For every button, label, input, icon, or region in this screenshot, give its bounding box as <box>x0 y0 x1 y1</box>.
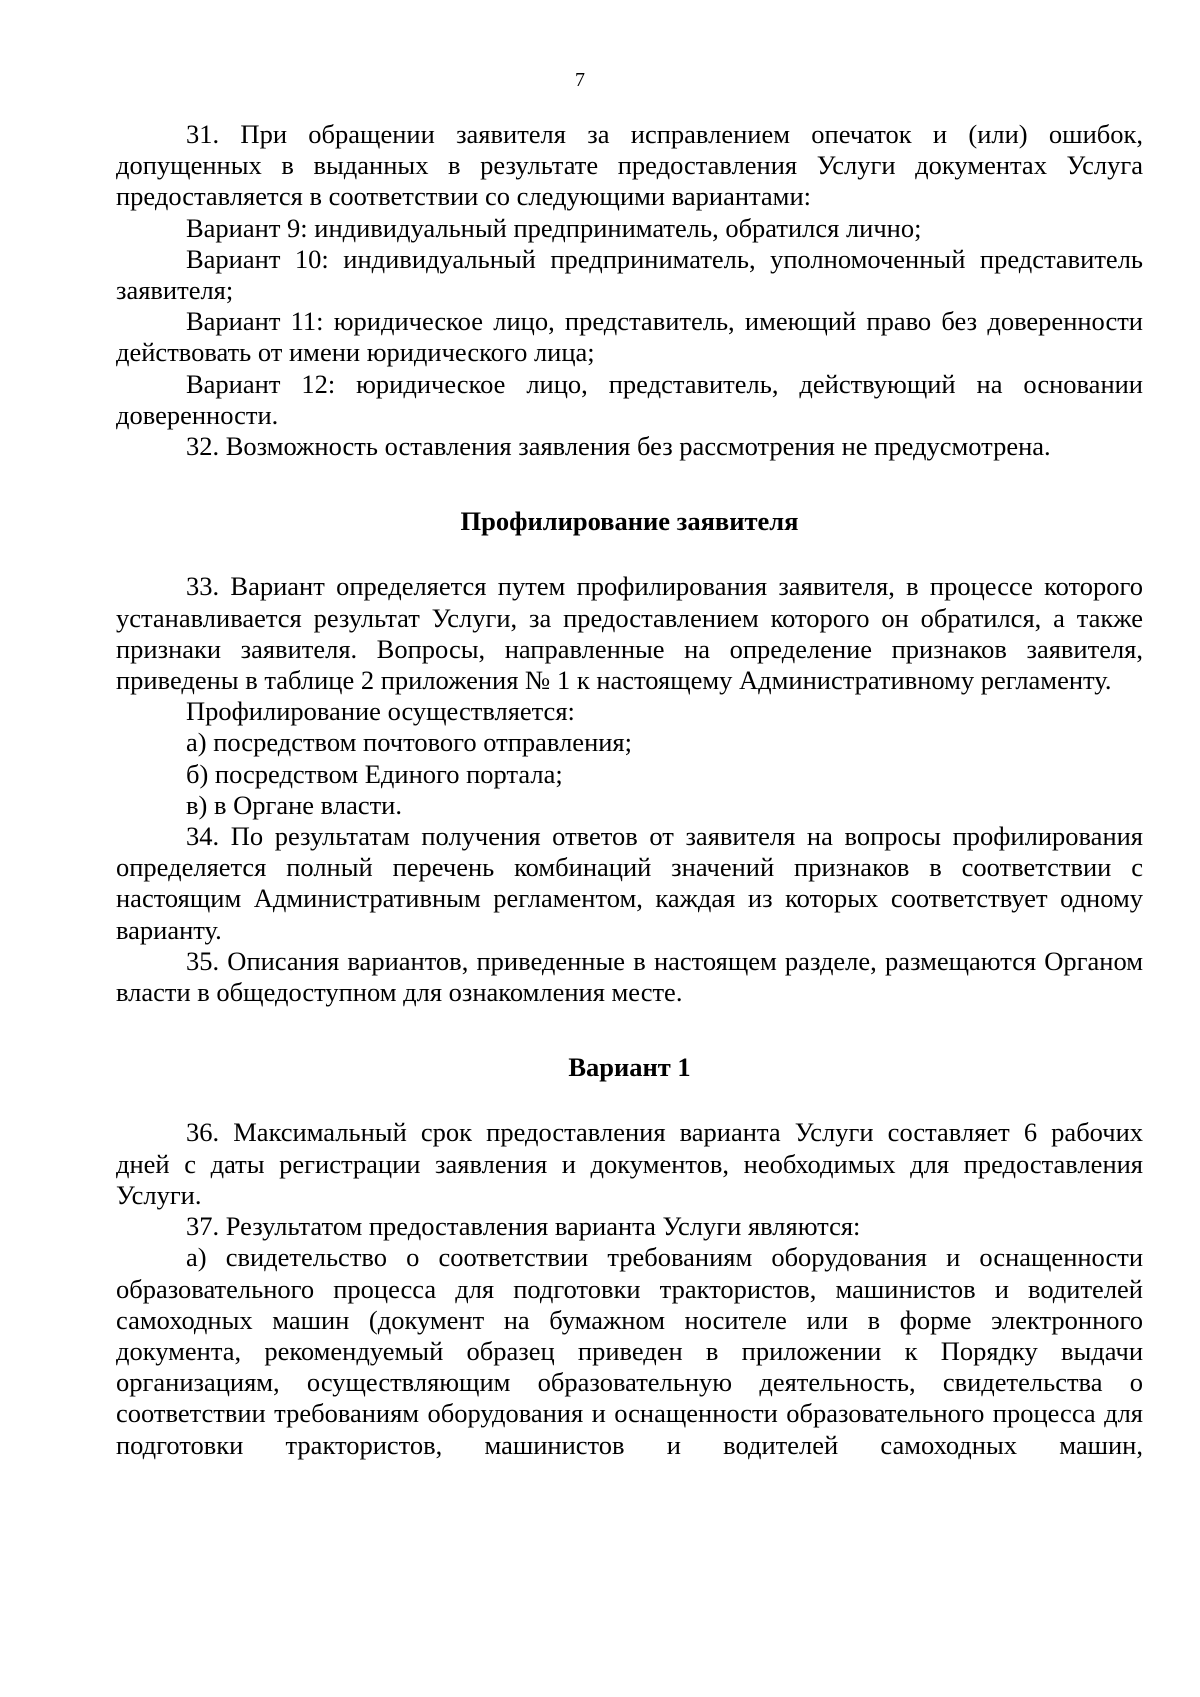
section-heading-profiling: Профилирование заявителя <box>460 506 799 537</box>
profiling-item-b: б) посредством Единого портала; <box>186 758 563 789</box>
variant-12-item: Вариант 12: юридическое лицо, представитель, действующий на основании доверенности. <box>116 368 1143 430</box>
paragraph-31: 31. При обращении заявителя за исправлением опечаток и (или) ошибок, допущенных в выданных в результате предоставления Услуги документах Услуга предоставляется в соответствии со следующими вариантами: <box>116 119 1143 212</box>
profiling-item-a: а) посредством почтового отправления; <box>186 727 632 758</box>
section-heading-variant-1: Вариант 1 <box>568 1052 691 1083</box>
paragraph-35: 35. Описания вариантов, приведенные в настоящем разделе, размещаются Органом власти в общедоступном для ознакомления месте. <box>116 945 1143 1008</box>
spacer <box>116 1083 1143 1117</box>
spacer <box>116 462 1143 506</box>
spacer <box>116 537 1143 571</box>
variant-9-item: Вариант 9: индивидуальный предприниматель, обратился лично; <box>186 212 922 243</box>
profiling-intro: Профилирование осуществляется: <box>186 696 575 727</box>
variant-10-item: Вариант 10: индивидуальный предприниматель, уполномоченный представитель заявителя; <box>116 243 1143 306</box>
paragraph-34: 34. По результатам получения ответов от заявителя на вопросы профилирования определяется полный перечень комбинаций значений признаков в соответствии с настоящим Административным регламентом, каждая из которых соответствует одному варианту. <box>116 821 1143 945</box>
paragraph-37: 37. Результатом предоставления варианта Услуги являются: <box>186 1211 861 1242</box>
variant-11-item: Вариант 11: юридическое лицо, представитель, имеющий право без доверенности действовать от имени юридического лица; <box>116 306 1143 368</box>
result-item-a: а) свидетельство о соответствии требованиям оборудования и оснащенности образовательного процесса для подготовки трактористов, машинистов и водителей самоходных машин (документ на бумажном носителе или в форме электронного документа, рекомендуемый образец приведен в приложении к Порядку выдачи организациям, осуществляющим образовательную деятельность, свидетельства о соответствии требованиям оборудования и оснащенности образовательного процесса для подготовки трактористов, машинистов и водителей самоходных машин, <box>116 1242 1143 1460</box>
profiling-item-v: в) в Органе власти. <box>186 789 402 820</box>
paragraph-33: 33. Вариант определяется путем профилирования заявителя, в процессе которого устанавливается результат Услуги, за предоставлением которого он обратился, а также признаки заявителя. Вопросы, направленные на определение признаков заявителя, приведены в таблице 2 приложения № 1 к настоящему Административному регламенту. <box>116 571 1143 696</box>
spacer <box>116 1008 1143 1052</box>
paragraph-32: 32. Возможность оставления заявления без рассмотрения не предусмотрена. <box>186 431 1051 462</box>
page-number: 7 <box>575 69 585 91</box>
document-body <box>116 119 1143 1461</box>
paragraph-36: 36. Максимальный срок предоставления варианта Услуги составляет 6 рабочих дней с даты регистрации заявления и документов, необходимых для предоставления Услуги. <box>116 1117 1143 1210</box>
